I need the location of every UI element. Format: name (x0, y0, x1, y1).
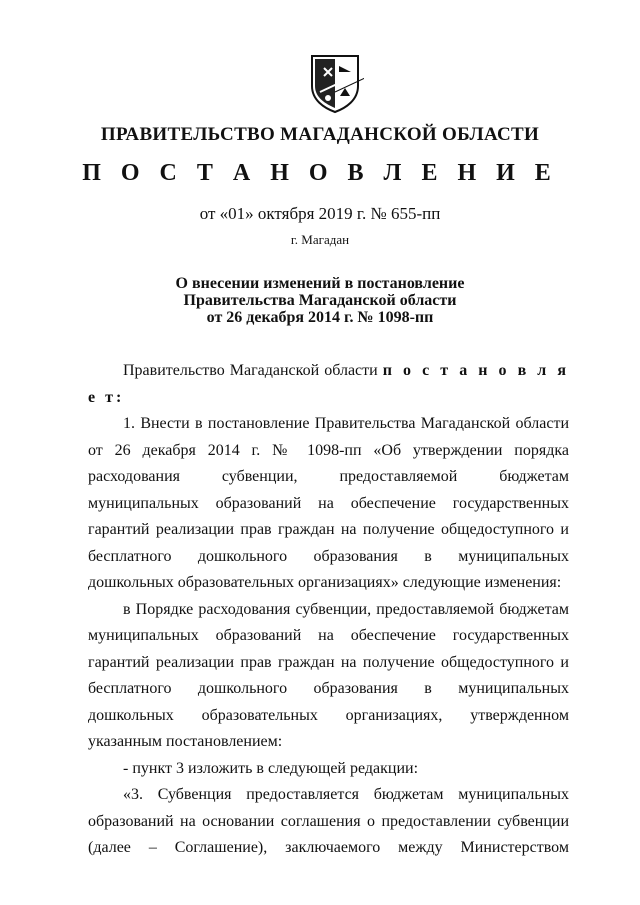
subject-line-3: от 26 декабря 2014 г. № 1098-пп (206, 309, 434, 326)
document-body (88, 358, 569, 862)
document-city: г. Магадан (290, 232, 350, 247)
document-type: П О С Т А Н О В Л Е Н И Е (82, 160, 558, 186)
subject-line-2: Правительства Магаданской области (183, 292, 457, 309)
intro-verb: п о с т а н о в л я е т: (88, 362, 570, 406)
document-date-number: от «01» октября 2019 г. № 655-пп (199, 204, 441, 223)
government-title: ПРАВИТЕЛЬСТВО МАГАДАНСКОЙ ОБЛАСТИ (100, 124, 540, 145)
subject-line-1: О внесении изменений в постановление (175, 275, 465, 292)
intro-prefix: Правительство Магаданской области (123, 362, 378, 379)
paragraph-4: «3. Субвенция предоставляется бюджетам муниципальных образований на основании соглашения о предоставлении субвенции (далее – Соглашение), заключаемого между Министерством (88, 786, 569, 856)
coat-of-arms-icon (306, 52, 364, 114)
item-1-paragraph: 1. Внести в постановление Правительства Магаданской области от 26 декабря 2014 г. № 1098-пп «Об утверждении порядка расходования субвенции, предоставляемой бюджетам муниципальных образований на обеспечение государственных гарантий реализации прав граждан на получение общедоступного и бесплатного дошкольного образования в муниципальных дошкольных образовательных организациях» следующие изменения: (88, 415, 569, 591)
paragraph-3: - пункт 3 изложить в следующей редакции: (123, 759, 419, 777)
document-subject (0, 275, 640, 326)
paragraph-2: в Порядке расходования субвенции, предоставляемой бюджетам муниципальных образований на обеспечение государственных гарантий реализации прав граждан на получение общедоступного и бесплатного дошкольного образования в муниципальных дошкольных образовательных организациях, утвержденном указанным постановлением: (88, 600, 569, 750)
intro-paragraph (88, 358, 569, 411)
